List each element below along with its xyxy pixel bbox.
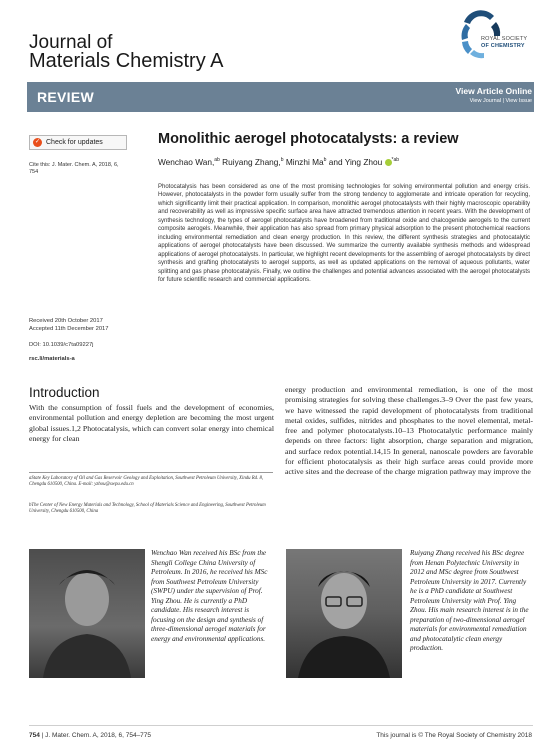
- view-article-online-link[interactable]: View Article Online: [455, 86, 532, 96]
- received-date: Received 20th October 2017: [29, 318, 103, 324]
- introduction-column-2: energy production and environmental remediation, is one of the most promising strategies for solving these challenges.3–9 Over the past few years, we have witnessed the rapid development of photocatalysts from traditional metal oxides, sulfides, nitrides and phosphates to the novel elemental, metal-free and polymer photocatalysts.10–13 Photocatalytic performance mainly depends on three factors: light absorption, charge separation and migration, and surface redox potential.14,15 In general, nanoscale powders are favorable for efficient photocatalysis as their high surface areas could provide more active sites and the decrease of the charge migration pathway may improve the: [285, 385, 533, 477]
- author-list: [158, 157, 399, 167]
- received-accepted-dates: [29, 318, 139, 333]
- page-number: 754: [29, 732, 40, 739]
- author-bio-wan: Wenchao Wan received his BSc from the Shengli College China University of Petroleum. In 2016, he received his MSc from Southwest Petroleum University (SWPU) under the supervision of Prof. Ying Zhou. He is currently a PhD candidate. His research interest is focusing on the design and synthesis of three-dimensional aerogel materials for energy and environmental applications.: [151, 549, 268, 643]
- introduction-column-1: With the consumption of fossil fuels and the development of economies, environmental pollution and energy depletion are becoming the most urgent global issues.1,2 Photocatalysis, which can convert solar energy into chemical energy for clean: [29, 403, 274, 443]
- abstract: Photocatalysis has been considered as one of the most promising technologies for solving environmental pollution and energy crisis. However, photocatalysts in the powder form usually suffer from the strong tendency to agglomerate and intricate operation for recycling, which significantly limit their practical application. In comparison, monolithic aerogel photocatalysts with their highly macroscopic operability and recoverability as well as impressive specific surface area have attracted tremendous attention in recent years. With the development of synthesis technology, the types of aerogel photocatalysts have broadened from traditional oxide and chalcogenide aerogels to the current composite aerogels. Meanwhile, their application has also spread from primary physical adsorption to the present photochemical reactions including environmental remediation and clean energy production. In this review, the different synthesis strategies and photocatalytic applications of aerogel photocatalysts have been discussed. We summarize the currently available synthesis methods and widespread applications of aerogel photocatalysts. In particular, we highlight recent developments for the assembling of aerogel photocatalysts by direct synthesis and grafting photocatalysts to aerogel supports, as well as updated applications on the removal of aqueous pollutants, water splitting and gas phase photocatalysis. Finally, we outline the challenges and potential advances associated with the aerogel photocatalysts for future scientific research and commercial applications.: [158, 184, 530, 283]
- view-journal-issue-links[interactable]: View Journal | View Issue: [469, 98, 532, 104]
- doi-link[interactable]: DOI: 10.1039/c7ta09227j: [29, 342, 94, 348]
- journal-title-line1: Journal of: [29, 32, 113, 53]
- check-for-updates-button[interactable]: [29, 135, 127, 150]
- author-photo-wan: [29, 549, 145, 678]
- footer-journal-ref: | J. Mater. Chem. A, 2018, 6, 754–775: [39, 732, 152, 739]
- portrait-silhouette-icon: [29, 549, 145, 678]
- article-title: Monolithic aerogel photocatalysts: a review: [158, 131, 459, 147]
- author-affiliation: b: [280, 157, 284, 164]
- author-name[interactable]: Ruiyang Zhang,: [222, 157, 281, 167]
- author-name[interactable]: Minzhi Ma: [285, 157, 324, 167]
- rsc-logo-line1: ROYAL SOCIETY: [481, 36, 528, 42]
- footer-divider: [29, 725, 533, 726]
- footer-citation: [29, 732, 151, 739]
- affiliation-footnote-b: bThe Center of New Energy Materials and Technology, School of Materials Science and Engineering, Southwest Petroleum University, Chengdu 610500, China: [29, 503, 266, 515]
- portrait-silhouette-icon: [286, 549, 402, 678]
- author-name[interactable]: Wenchao Wan,: [158, 157, 215, 167]
- section-label: REVIEW: [37, 89, 95, 105]
- rsc-logo-line2: OF CHEMISTRY: [481, 42, 525, 49]
- author-photo-zhang: [286, 549, 402, 678]
- footer-copyright: This journal is © The Royal Society of Chemistry 2018: [376, 732, 532, 739]
- author-affiliation: *ab: [391, 157, 400, 164]
- update-badge-icon: ✓: [34, 139, 41, 145]
- accepted-date: Accepted 11th December 2017: [29, 325, 109, 332]
- author-affiliation: b: [323, 157, 327, 164]
- author-bio-zhang: Ruiyang Zhang received his BSc degree from Henan Polytechnic University in 2012 and MSc degree from Southwest Petroleum University in 2017. Currently he is a PhD candidate at Southwest Petroleum University with Prof. Ying Zhou. His main research interest is in the preparation of two-dimensional aerogel materials for environmental remediation and photocatalytic clean energy production.: [410, 549, 529, 652]
- journal-title-line2: Materials Chemistry A: [29, 50, 224, 72]
- cite-this: Cite this: J. Mater. Chem. A, 2018, 6, 754: [29, 162, 119, 175]
- check-for-updates-label: Check for updates: [46, 139, 103, 146]
- journal-title: [29, 34, 224, 70]
- author-affiliation: ab: [214, 157, 220, 164]
- footnote-divider: [29, 472, 273, 473]
- rsc-short-link[interactable]: rsc.li/materials-a: [29, 356, 75, 362]
- affiliation-footnote-a: aState Key Laboratory of Oil and Gas Reservoir Geology and Exploitation, Southwest Petroleum University, Xindu Rd. 8, Chengdu 610500, China. E-mail: yzhou@swpu.edu.cn: [29, 476, 264, 488]
- orcid-icon[interactable]: [385, 159, 392, 166]
- rsc-logo-text: [481, 36, 527, 49]
- author-name[interactable]: and Ying Zhou: [328, 157, 383, 167]
- introduction-heading: Introduction: [29, 385, 100, 400]
